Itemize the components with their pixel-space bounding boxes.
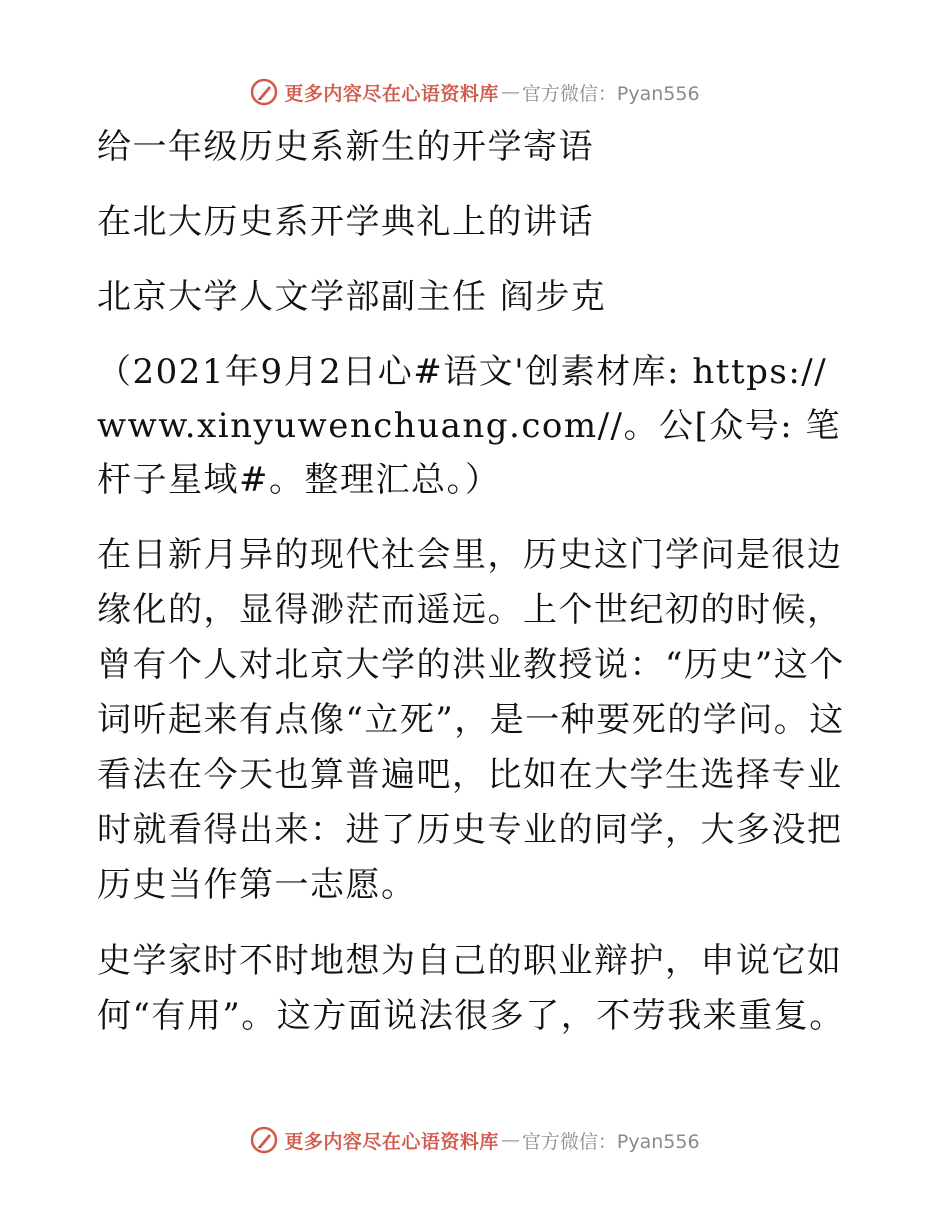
document-body [97,120,857,1065]
feather-pen-icon [250,78,278,106]
footer-watermark [0,1120,950,1160]
watermark-contact: 官方微信：Pyan556 [521,82,700,105]
watermark-slogan: 更多内容尽在心语资料库 [284,82,499,105]
source-note: （2021年9月2日心#语文'创素材库: https://www.xinyuwenchuang.com//。公[众号: 笔杆子星域#。整理汇总。） [97,352,842,500]
document-title: 给一年级历史系新生的开学寄语 [97,127,594,167]
header-watermark [0,72,950,112]
paragraph: 在日新月异的现代社会里，历史这门学问是很边缘化的，显得渺茫而遥远。上个世纪初的时候，曾有个人对北京大学的洪业教授说：“历史”这个词听起来有点像“立死”，是一种要死的学问。这看法在今天也算普遍吧，比如在大学生选择专业时就看得出来：进了历史专业的同学，大多没把历史当作第一志愿。 [97,535,845,905]
feather-pen-icon [250,1126,278,1154]
watermark-contact: 官方微信：Pyan556 [521,1130,700,1153]
watermark-separator: — [500,1129,520,1151]
document-subtitle: 在北大历史系开学典礼上的讲话 [97,202,594,242]
paragraph: 史学家时不时地想为自己的职业辩护，申说它如何“有用”。这方面说法很多了，不劳我来重复。 [97,941,845,1036]
watermark-separator: — [500,81,520,103]
author-line: 北京大学人文学部副主任 阎步克 [97,277,607,317]
watermark-slogan: 更多内容尽在心语资料库 [284,1130,499,1153]
